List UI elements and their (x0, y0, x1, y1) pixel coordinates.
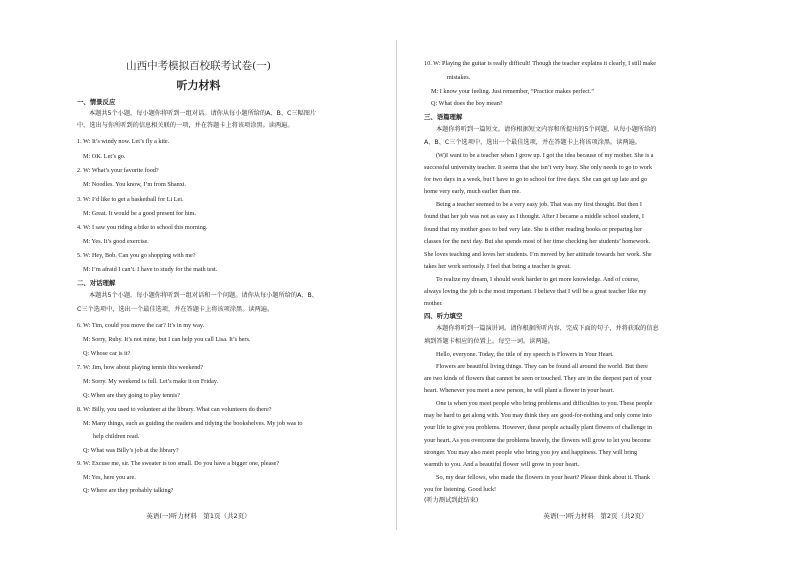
dialogue-line: 7. W: Jim, how about playing tennis this weekend? (77, 364, 204, 371)
passage-line: always loving the job is the most important. I believe that I will be a great teacher like my (424, 288, 647, 295)
section4-instruction-1: 本题你将听到一篇演讲词。请你根据所听内容，完成下面的句子，并将获取的信息 (436, 325, 659, 332)
dialogue-line: M: OK. Let’s go. (83, 153, 126, 160)
speech-line: you for listening. Good luck! (424, 486, 497, 493)
dialogue-line: 2. W: What’s your favorite food? (77, 167, 159, 174)
dialogue-line: M: Many things, such as guiding the readers and tidying the bookshelves. My job was to (83, 420, 303, 427)
passage-line: successful university teacher. It seems that she isn’t very busy. She only needs to go to work (424, 164, 653, 171)
dialogue-line: help children read. (93, 433, 140, 440)
speech-line: your heart. As you overcome the problems bravely, the flowers will grow to let you become (424, 437, 651, 444)
section4-heading: 四、听力填空 (424, 312, 463, 320)
dialogue-line: M: Sorry. My weekend is full. Let’s make it on Friday. (83, 378, 219, 385)
page-footer: 英语(一)听力材料 第1页（共2页） (146, 512, 251, 520)
dialogue-line: 8. W: Billy, you used to volunteer at the library. What can volunteers do there? (77, 406, 272, 413)
dialogue-line: mistakes. (447, 74, 471, 81)
speech-line: heart. Whenever you meet a new person, he will plant a flower in your heart. (424, 387, 615, 394)
passage-line: found that my mother goes to bed very late. She is either reading books or preparing her (424, 226, 643, 233)
listening-material-title: 听力材料 (176, 79, 221, 92)
page-right (397, 0, 794, 562)
passage-line: takes her work seriously. I feel that being a teacher is great. (424, 263, 571, 270)
speech-line: stronger. You may also meet people who bring you joy and happiness. They will bring (424, 449, 638, 456)
section3-heading: 三、语篇理解 (424, 113, 463, 121)
speech-line: warmth to you. And a beautiful flower will grow in your heart. (424, 461, 580, 468)
end-of-test-note: (听力测试到此结束) (424, 497, 479, 504)
passage-line: She loves teaching and loves her students. I’m moved by her attitude towards her work. She (424, 251, 652, 258)
dialogue-line: 4. W: I saw you riding a bike to school this morning. (77, 224, 208, 231)
exam-title: 山西中考模拟百校联考试卷(一) (126, 60, 271, 72)
passage-line: classes for the next day. But she spends most of her time checking her students’ homework. (424, 238, 651, 245)
speech-line: Flowers are beautiful living things. They can be found all around the world. But there (436, 363, 648, 370)
dialogue-line: Q: What does the boy mean? (431, 100, 503, 107)
speech-line: may be hard to get along with. You may think they are good-for-nothing and only come into (424, 412, 652, 419)
passage-line: home very early, much earlier than me. (424, 188, 521, 195)
dialogue-line: 10. W: Playing the guitar is really difficult! Though the teacher explains it clearly, I still make (424, 60, 657, 67)
dialogue-line: M: Yes. It’s good exercise. (83, 238, 149, 245)
dialogue-line: Q: When are they going to play tennis? (83, 392, 180, 399)
speech-line: So, my dear fellows, who made the flowers in your heart? Please think about it. Thank (436, 474, 650, 481)
section1-instruction-2: 中，选出与你所听到的信息相关联的一项，并在答题卡上将该项涂黑。读两遍。 (77, 122, 294, 129)
dialogue-line: M: Sorry, Ruby. It’s not mine, but I can help you call Lisa. It’s hers. (83, 336, 251, 343)
passage-line: for two days in a week, but I have to go to school for five days. She can get up late and go (424, 176, 648, 183)
speech-line: your life to give you problems. However, these people actually plant flowers of challenge in (424, 424, 652, 431)
dialogue-line: M: I’m afraid I can’t. I have to study for the math test. (83, 266, 218, 273)
dialogue-line: 9. W: Excuse me, sir. The sweater is too small. Do you have a bigger one, please? (77, 460, 280, 467)
passage-line: Being a teacher seemed to be a very easy job. That was my first thought. But then I (436, 201, 642, 208)
section2-heading: 二、对话理解 (77, 279, 116, 287)
dialogue-line: 3. W: I’d like to get a basketball for Li Lei. (77, 196, 184, 203)
passage-line: found that her job was not as easy as I thought. After I became a middle school student, I (424, 213, 644, 220)
section1-instruction-1: 本题共5个小题，每小题你将听到一组对话。请你从每小题所给的A、B、C三幅图片 (89, 110, 317, 117)
dialogue-line: Q: Where are they probably talking? (83, 487, 174, 494)
dialogue-line: M: Yes, here you are. (83, 474, 136, 481)
dialogue-line: Q: What was Billy’s job at the library? (83, 447, 179, 454)
dialogue-line: 1. W: It’s windy now. Let’s fly a kite. (77, 138, 170, 145)
section4-instruction-2: 填到答题卡相应的位置上。每空一词。读两遍。 (424, 338, 554, 345)
section3-instruction-2: A、B、C三个选项中，选出一个最佳选项，并在答题卡上将该项涂黑。读两遍。 (424, 139, 641, 146)
passage-line: (W)I want to be a teacher when I grow up. I got the idea because of my mother. She is a (436, 152, 654, 159)
section2-instruction-1: 本题共5个小题，每小题你将听到一组对话和一个问题。请你从每小题所给的A、B、 (89, 292, 318, 299)
speech-line: One is when you meet people who bring problems and difficulties to you. These people (436, 400, 653, 407)
dialogue-line: M: I know your feeling. Just remember, “Practice makes perfect.” (431, 88, 594, 95)
section2-instruction-2: C三个选项中，选出一个最佳选项，并在答题卡上将该项涂黑。读两遍。 (77, 306, 274, 313)
passage-line: To realize my dream, I should work harder to get more knowledge. And of course, (436, 276, 640, 283)
dialogue-line: Q: Whose car is it? (83, 350, 131, 357)
dialogue-line: 6. W: Tim, could you move the car? It’s in my way. (77, 322, 205, 329)
page-footer: 英语(一)听力材料 第2页（共2页） (543, 512, 648, 520)
section3-instruction-1: 本题你将听到一篇短文。请你根据短文内容和所提出的5个问题，从每小题所给的 (436, 126, 657, 133)
section1-heading: 一、情景反应 (77, 98, 116, 106)
dialogue-line: M: Great. It would be a good present for him. (83, 210, 196, 217)
speech-line: Hello, everyone. Today, the title of my speech is Flowers in Your Heart. (436, 351, 614, 358)
speech-line: are two kinds of flowers that cannot be seen or touched. They are in the deepest part of your (424, 375, 652, 382)
passage-line: mother. (424, 300, 443, 307)
dialogue-line: 5. W: Hey, Bob. Can you go shopping with me? (77, 252, 196, 259)
dialogue-line: M: Noodles. You know, I’m from Shanxi. (83, 181, 187, 188)
